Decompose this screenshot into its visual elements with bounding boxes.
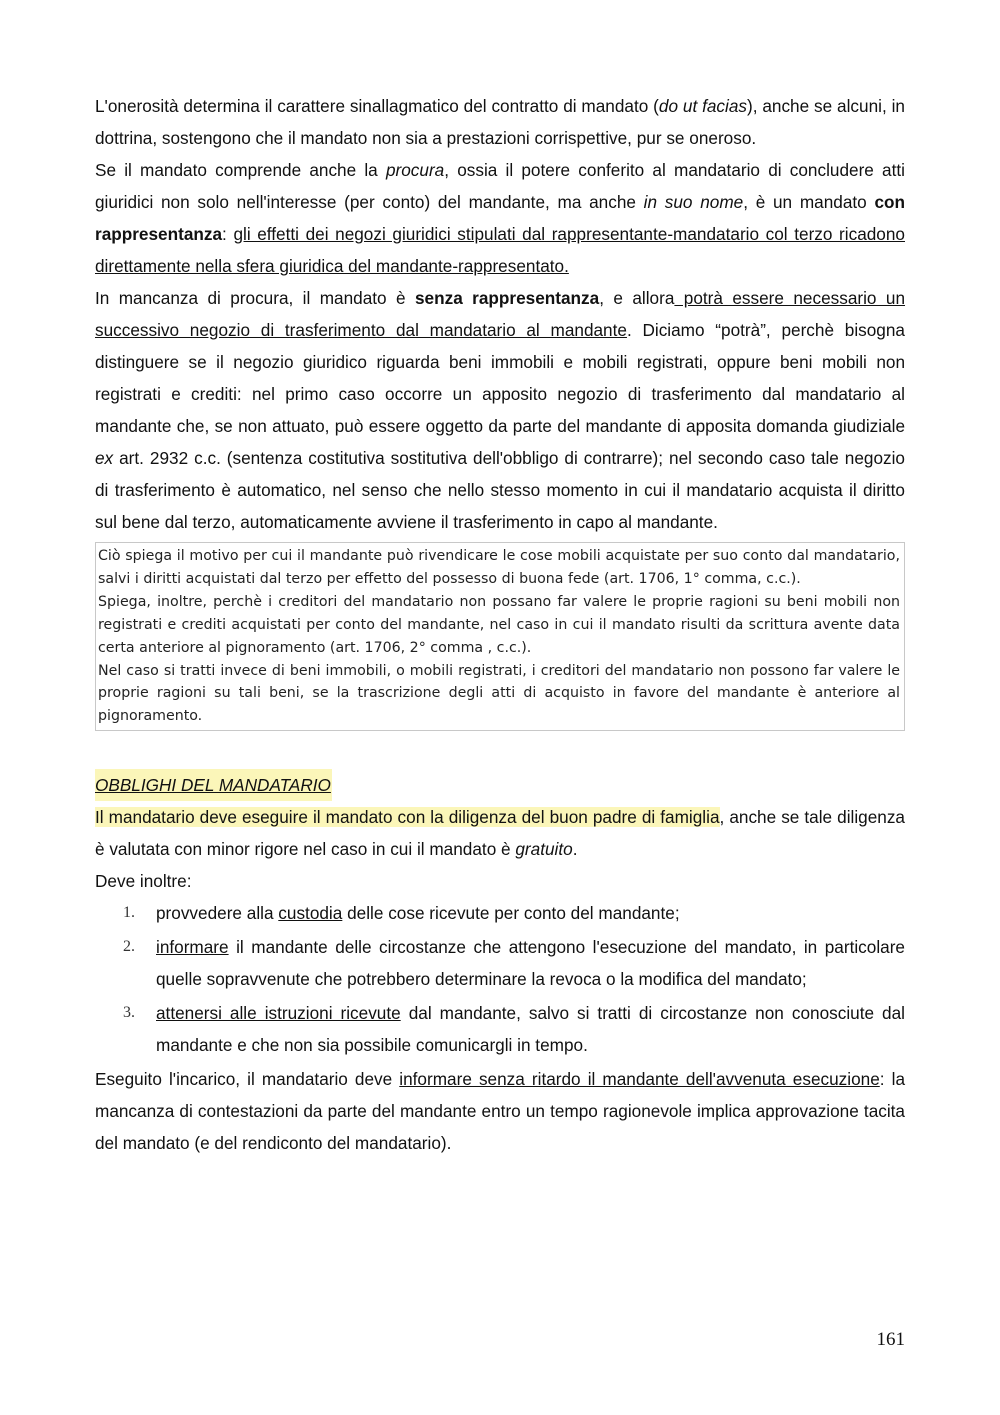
italic-term: in suo nome [643, 192, 744, 212]
underlined-text: attenersi alle istruzioni ricevute [156, 1003, 401, 1024]
highlighted-text: Il mandatario deve eseguire il mandato con la diligenza del buon padre di famiglia [95, 807, 720, 828]
text-run: art. 2932 c.c. (sentenza costitutiva sostitutiva dell'obbligo di contrarre); nel secondo caso tale negozio di trasferimento è automatico, nel senso che nello stesso momento in cui il mandatario acquista il diritto sul bene dal terzo, automaticamente avviene il trasferimento in capo al mandante. [95, 448, 905, 532]
text-run: . Diciamo “potrà”, perchè bisogna distinguere se il negozio giuridico riguarda beni immobili e mobili registrati, oppure beni mobili non registrati e crediti: nel primo caso occorre un apposito negozio di trasferimento dal mandatario al mandante che, se non attuato, può essere oggetto da parte del mandante di apposita domanda giudiziale [95, 320, 905, 436]
text-run: L'onerosità determina il carattere sinallagmatico del contratto di mandato ( [95, 96, 659, 116]
note-paragraph: Spiega, inoltre, perchè i creditori del mandatario non possano far valere le proprie ragioni su beni mobili non registrati e crediti acquistati per conto del mandante, nel caso in cui il mandato risulti da scrittura avente data certa anteriore al pignoramento (art. 1706, 2° comma , c.c.). [98, 593, 900, 656]
obligations-list [95, 897, 905, 1061]
underlined-text: potrà essere necessario un successivo negozio di trasferimento dal mandatario al mandante [95, 288, 906, 340]
text-run: In mancanza di procura, il mandato è [95, 288, 415, 308]
list-number: 3. [123, 1004, 135, 1022]
list-item [95, 931, 905, 995]
list-item [95, 897, 905, 929]
text-run: ), anche se alcuni, in dottrina, sostengono che il mandato non sia a prestazioni corrispettive, pur se oneroso. [95, 96, 905, 148]
paragraph-senza-rappresentanza [95, 282, 905, 538]
bold-term: senza rappresentanza [414, 288, 600, 308]
page-number: 161 [876, 1329, 905, 1350]
underlined-text: informare senza ritardo il mandante dell'avvenuta esecuzione [399, 1069, 880, 1090]
list-number: 1. [123, 904, 135, 922]
text-run: , e allora [599, 288, 675, 308]
text-run: delle cose ricevute per conto del mandante; [342, 903, 680, 924]
text-run: , è un mandato [743, 192, 875, 212]
text-run: : la mancanza di contestazioni da parte del mandante entro un tempo ragionevole implica approvazione tacita del mandato (e del rendiconto del mandatario). [95, 1069, 905, 1154]
italic-term: procura [385, 160, 445, 180]
italic-term: ex [95, 448, 114, 468]
italic-term: gratuito [515, 839, 573, 860]
text-run: Eseguito l'incarico, il mandatario deve [95, 1069, 400, 1090]
paragraph-deve-inoltre: Deve inoltre: [95, 871, 192, 892]
section-heading: OBBLIGHI DEL MANDATARIO [95, 769, 332, 801]
text-run: provvedere alla [156, 903, 279, 924]
underlined-text: informare [156, 937, 229, 958]
paragraph-procura [95, 154, 905, 282]
list-number: 2. [123, 938, 135, 956]
paragraph-diligenza [95, 801, 905, 865]
text-run: il mandante delle circostanze che attengono l'esecuzione del mandato, in particolare quelle sopravvenute che potrebbero determinare la revoca o la modifica del mandato; [156, 937, 905, 990]
note-paragraph: Nel caso si tratti invece di beni immobili, o mobili registrati, i creditori del mandatario non possono far valere le proprie ragioni su tali beni, se la trascrizione degli atti di acquisto in favore del mandante è anteriore al pignoramento. [98, 662, 900, 725]
page-body [95, 90, 905, 1159]
note-box [95, 542, 905, 731]
text-run: dal mandante, salvo si tratti di circostanze non conosciute dal mandante e che non sia possibile comunicargli in tempo. [156, 1003, 905, 1056]
paragraph-onerosita [95, 90, 905, 154]
text-run: : [222, 224, 234, 244]
text-run: , ossia il potere conferito al mandatario di concludere atti giuridici non solo nell'interesse (per conto) del mandante, ma anche [95, 160, 905, 212]
text-run: Se il mandato comprende anche la [95, 160, 386, 180]
underlined-text: gli effetti dei negozi giuridici stipulati dal rappresentante-mandatario col terzo ricadono direttamente nella sfera giuridica del mandante-rappresentato. [95, 224, 905, 276]
text-run: , anche se tale diligenza è valutata con minor rigore nel caso in cui il mandato è [95, 807, 905, 860]
list-item [95, 997, 905, 1061]
underlined-text: custodia [278, 903, 343, 924]
paragraph-eseguito [95, 1063, 905, 1159]
bold-term: con rappresentanza [95, 192, 905, 244]
italic-term: do ut facias [658, 96, 747, 116]
text-run: . [572, 839, 578, 860]
note-paragraph: Ciò spiega il motivo per cui il mandante può rivendicare le cose mobili acquistate per suo conto dal mandatario, salvi i diritti acquistati dal terzo per effetto del possesso di buona fede (art. 1706, 1° comma, c.c.). [98, 548, 900, 587]
